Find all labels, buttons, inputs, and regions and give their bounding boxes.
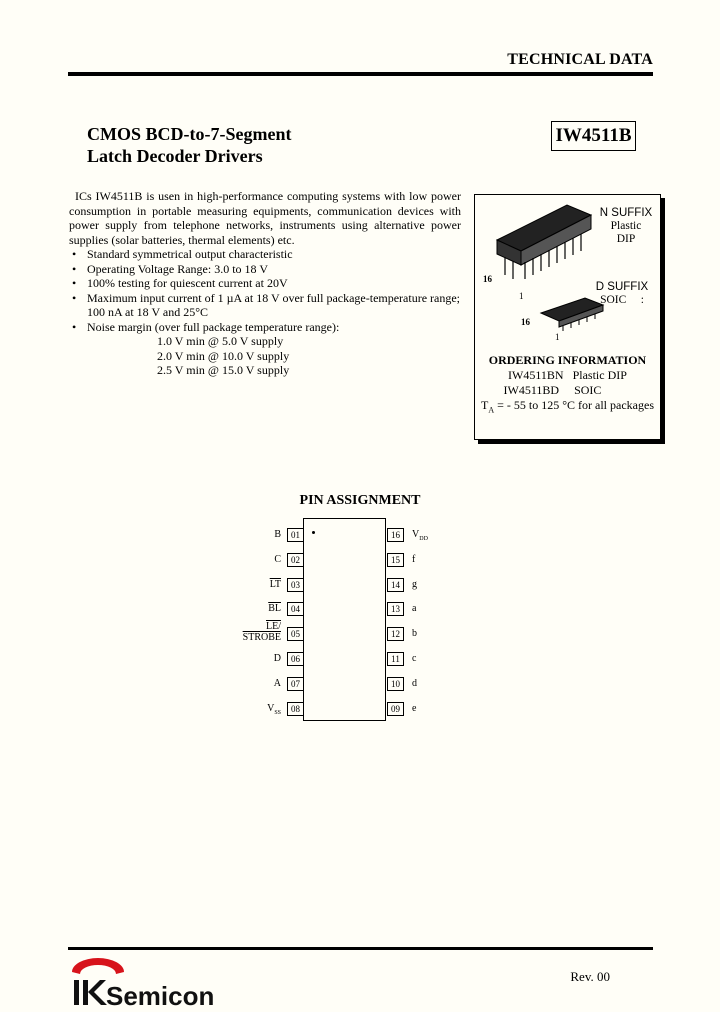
feature-item: • 100% testing for quiescent current at 20V xyxy=(69,276,461,291)
package-info-box xyxy=(474,194,661,440)
ic-package-outline xyxy=(303,518,386,721)
part-number-box: IW4511B xyxy=(551,121,636,151)
right-pin-number: 16 xyxy=(387,528,404,542)
ordering-information xyxy=(475,353,660,417)
temp-sub: A xyxy=(488,405,495,415)
pin-label: d xyxy=(412,677,417,689)
pin-label: g xyxy=(412,578,417,590)
right-pin-number: 14 xyxy=(387,578,404,592)
right-pin-number: 15 xyxy=(387,553,404,567)
n-suffix-label xyxy=(595,207,657,246)
pin-label: $\overline{LT}$ xyxy=(269,578,281,590)
right-pin-name xyxy=(412,678,417,689)
right-pin-name xyxy=(412,554,415,565)
left-pin-name xyxy=(268,603,281,614)
right-pin-number: 11 xyxy=(387,652,404,666)
left-pin-name xyxy=(267,703,281,719)
n-suffix-pkg: DIP xyxy=(616,233,636,245)
pin-label: LE/ xyxy=(266,621,281,633)
feature-item: • Operating Voltage Range: 3.0 to 18 V xyxy=(69,262,461,277)
ordering-part: IW4511BN xyxy=(508,368,564,382)
ordering-pkg: Plastic DIP xyxy=(572,368,627,382)
bottom-rule xyxy=(68,947,653,950)
pin-label: $\overline{BL}$ xyxy=(268,603,281,615)
noise-margin-item: 1.0 V min @ 5.0 V supply xyxy=(157,334,284,348)
feature-item: • Maximum input current of 1 µA at 18 V over full package-temperature range; 100 nA at 18 V and 25°C xyxy=(69,291,461,320)
right-pin-name xyxy=(412,703,416,714)
right-pin-name xyxy=(412,628,417,639)
feature-list xyxy=(69,247,461,334)
ik-semicon-logo xyxy=(70,958,260,1008)
left-pin-number: 02 xyxy=(287,553,304,567)
right-pin-name xyxy=(412,603,416,614)
dip-pin16-label: 16 xyxy=(483,274,492,284)
pin-label-sub: SS xyxy=(274,709,281,716)
pin-label-sub: DD xyxy=(419,536,428,542)
ordering-row xyxy=(475,383,660,398)
description-intro: ICs IW4511B is usen in high-performance computing systems with low power consumption in portable measuring equipments, communication devices with power supply from telephone networks, instruments using alternative power supplies (solar batteries, thermal elements) etc. xyxy=(69,189,461,247)
right-pin-number: 13 xyxy=(387,602,404,616)
left-pin-number: 06 xyxy=(287,652,304,666)
title-line-2: Latch Decoder Drivers xyxy=(87,146,263,166)
ordering-part: IW4511BD xyxy=(503,383,560,397)
svg-text:Semicon: Semicon xyxy=(106,981,215,1008)
temp-prefix: T xyxy=(481,398,489,412)
pin-label: C xyxy=(274,553,281,565)
feature-item: • Standard symmetrical output characteristic xyxy=(69,247,461,262)
left-pin-name xyxy=(243,621,281,643)
right-pin-name xyxy=(412,529,428,545)
left-pin-number: 07 xyxy=(287,677,304,691)
technical-data-header: TECHNICAL DATA xyxy=(507,51,653,68)
top-rule xyxy=(68,72,653,76)
pin-label: e xyxy=(412,702,417,714)
noise-margin-item: 2.5 V min @ 15.0 V supply xyxy=(157,363,290,377)
pin-label: c xyxy=(412,653,417,664)
ordering-title: ORDERING INFORMATION xyxy=(488,353,647,367)
ordering-pkg: SOIC xyxy=(574,383,602,397)
right-pin-name xyxy=(412,653,416,664)
title-line-1: CMOS BCD-to-7-Segment xyxy=(87,124,292,144)
pin-label: V xyxy=(267,702,275,714)
pin-label: b xyxy=(412,628,417,640)
dip-pin1-label: 1 xyxy=(519,291,524,301)
temperature-range xyxy=(475,398,660,417)
left-pin-name xyxy=(274,554,281,565)
dip-package-icon xyxy=(497,205,591,279)
right-pin-name xyxy=(412,579,417,590)
left-pin-name xyxy=(274,529,281,540)
left-pin-name xyxy=(274,653,281,664)
left-pin-number: 08 xyxy=(287,702,304,716)
description xyxy=(69,189,461,378)
left-pin-number: 01 xyxy=(287,528,304,542)
pin1-dot xyxy=(312,531,315,534)
revision-label: Rev. 00 xyxy=(570,969,610,984)
right-pin-number: 10 xyxy=(387,677,404,691)
d-suffix-colon: : xyxy=(640,294,644,306)
temp-text: = - 55 to 125 °C for all packages xyxy=(494,398,654,412)
pin-label: D xyxy=(273,653,281,664)
left-pin-number: 04 xyxy=(287,602,304,616)
feature-item: • Noise margin (over full package temperature range): xyxy=(69,320,461,335)
d-suffix-type: SOIC xyxy=(600,294,627,306)
left-pin-number: 05 xyxy=(287,627,304,641)
pin-label: B xyxy=(274,529,281,540)
ordering-row xyxy=(475,368,660,383)
soic-pin16-label: 16 xyxy=(521,317,530,327)
soic-pin1-label: 1 xyxy=(555,332,560,342)
left-pin-number: 03 xyxy=(287,578,304,592)
pin-label-line2: STROBE xyxy=(242,632,281,644)
pin-assignment-title: PIN ASSIGNMENT xyxy=(299,493,421,508)
left-pin-name xyxy=(270,579,281,590)
noise-margin-item: 2.0 V min @ 10.0 V supply xyxy=(157,348,290,363)
document-title xyxy=(87,123,291,167)
pin-label: A xyxy=(273,677,281,689)
d-suffix-title: D SUFFIX xyxy=(595,281,649,293)
right-pin-number: 12 xyxy=(387,627,404,641)
n-suffix-type: Plastic xyxy=(610,220,642,232)
pin-label: f xyxy=(412,553,416,565)
right-pin-number: 09 xyxy=(387,702,404,716)
d-suffix-label xyxy=(587,281,657,307)
pin-label: a xyxy=(412,603,417,615)
n-suffix-title: N SUFFIX xyxy=(599,207,653,219)
pin-label: V xyxy=(412,529,420,540)
left-pin-name xyxy=(274,678,281,689)
